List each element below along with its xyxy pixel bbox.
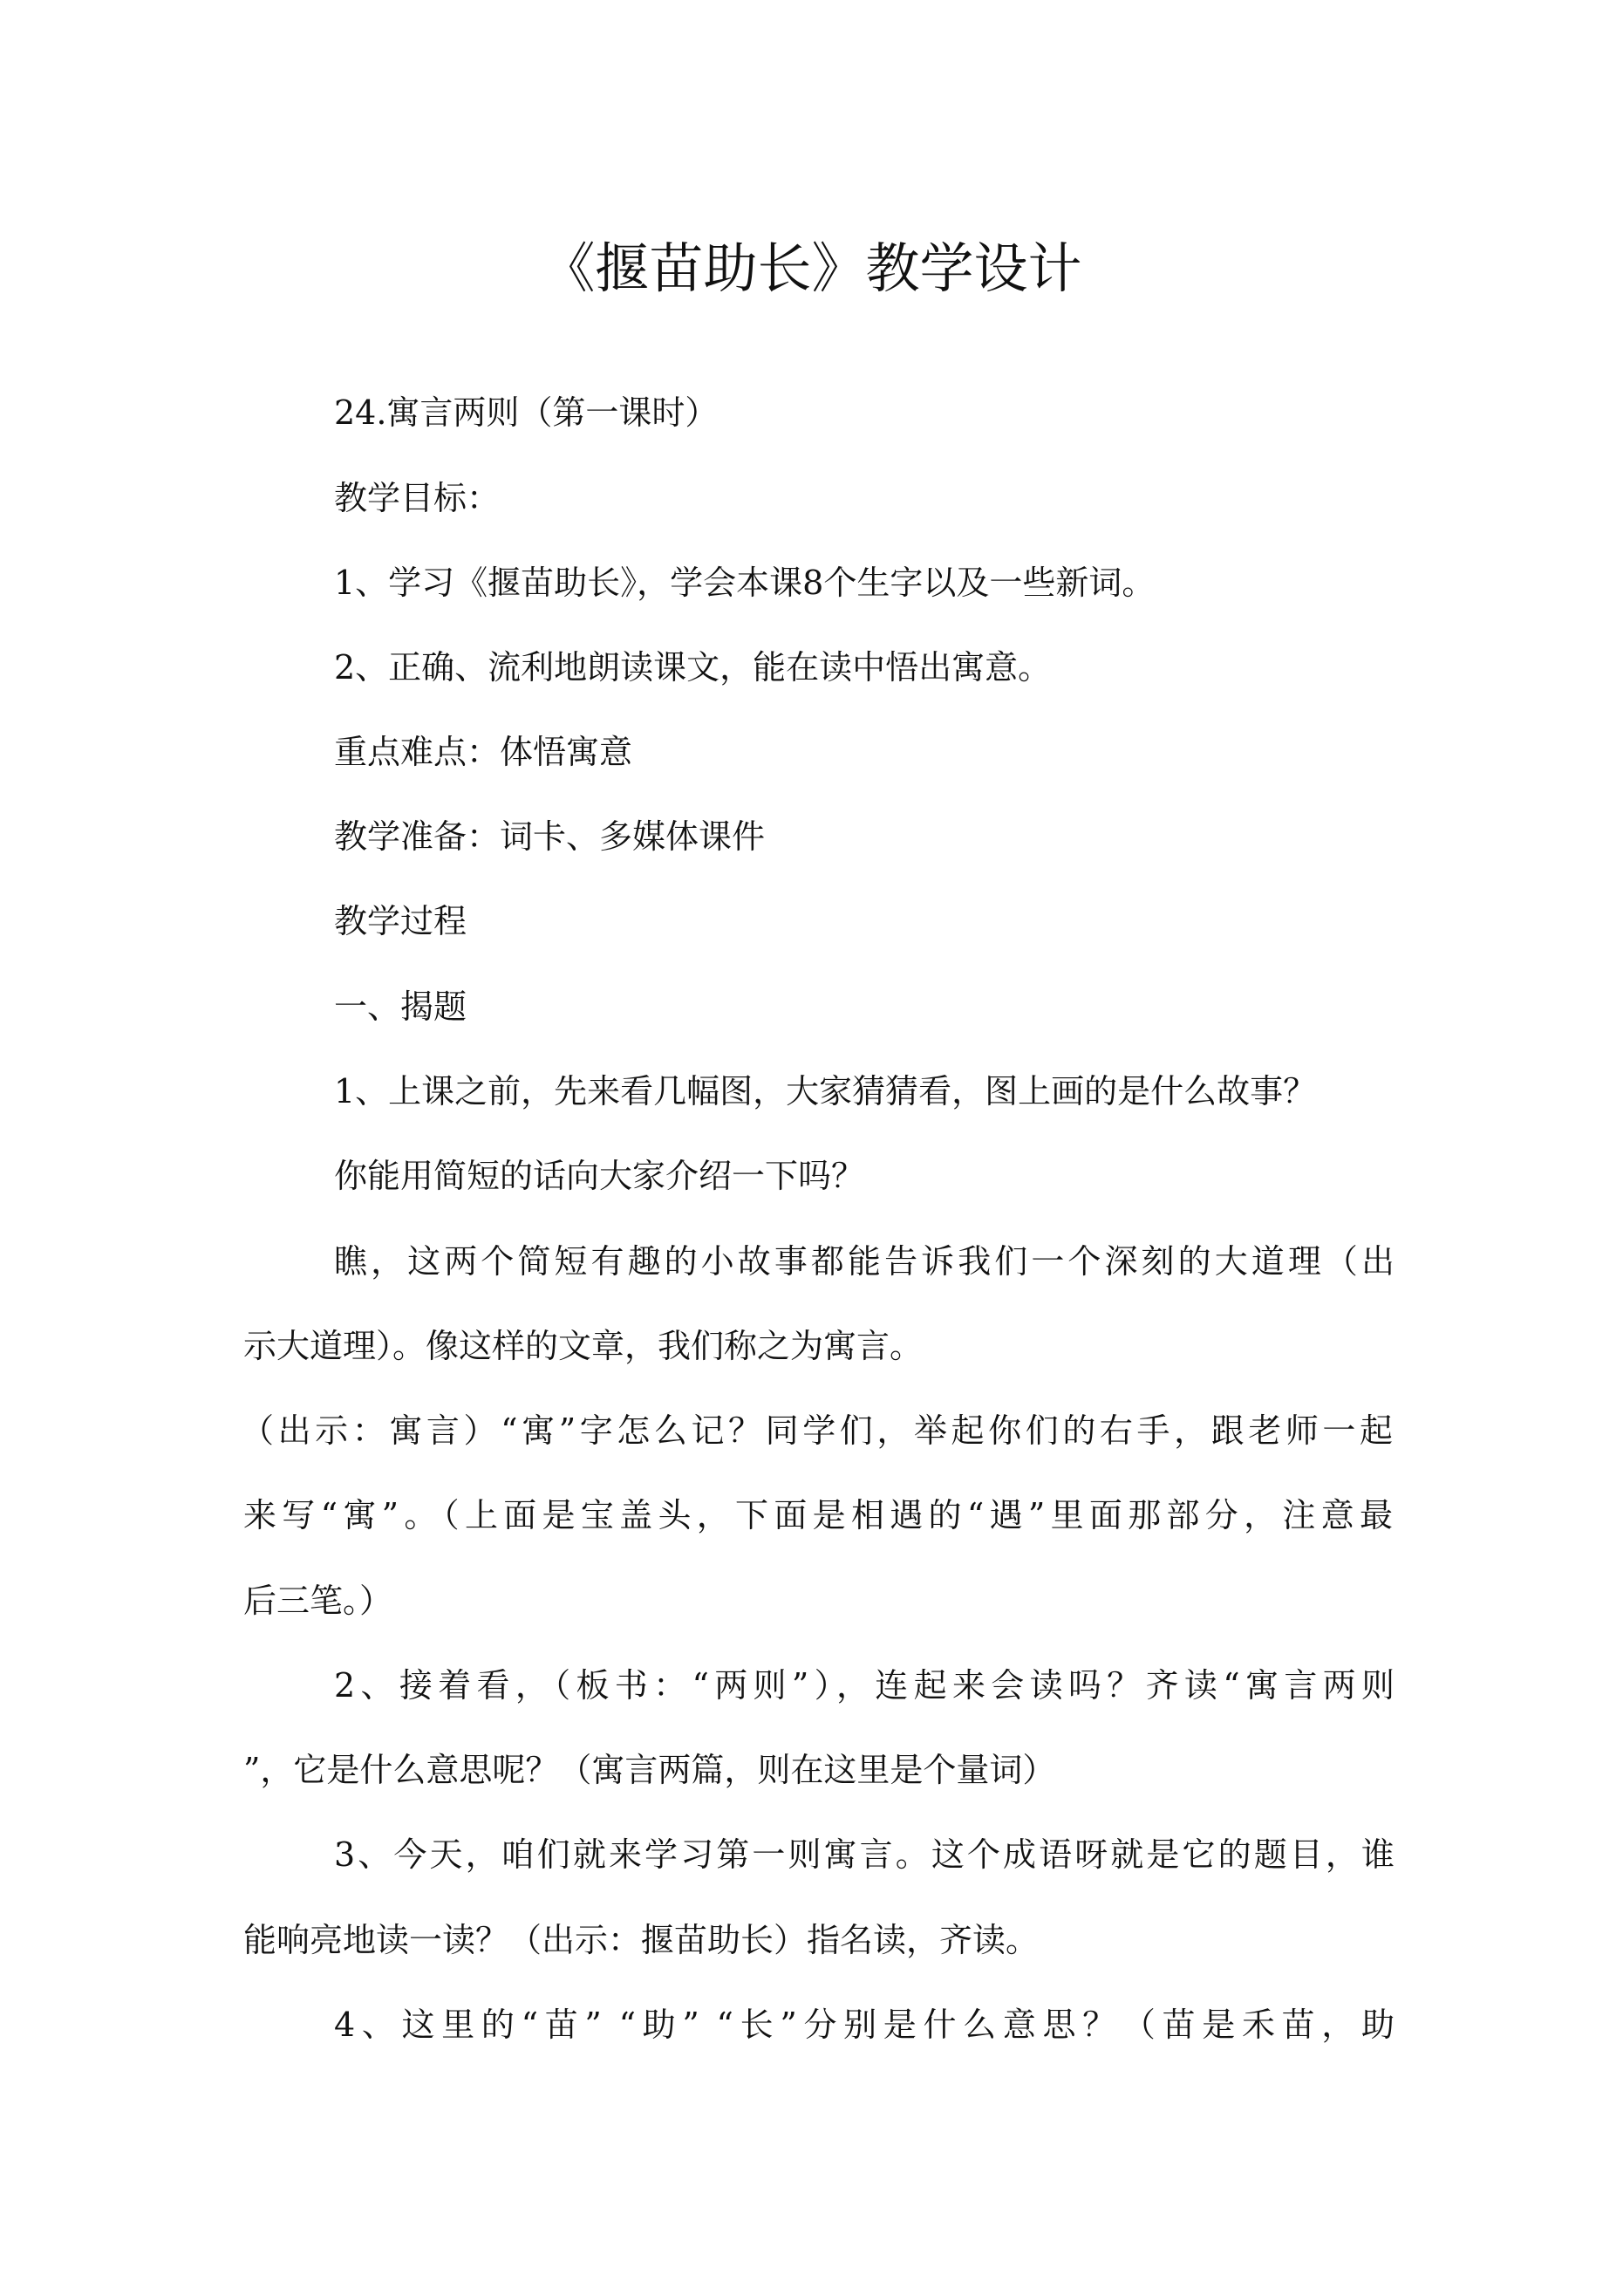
paragraph-line: 瞧，这两个简短有趣的小故事都能告诉我们一个深刻的大道理（出 xyxy=(334,1242,1395,1281)
objectives-heading: 教学目标： xyxy=(334,479,501,517)
teaching-process-heading: 教学过程 xyxy=(334,902,467,940)
paragraph-line: 2、接着看，（板书：“两则”），连起来会读吗？齐读“寓言两则 xyxy=(334,1666,1395,1705)
document-title: 《揠苗助长》教学设计 xyxy=(541,236,1082,300)
paragraph-line: 后三笔。） xyxy=(243,1582,393,1620)
paragraph-line: ”，它是什么意思呢？（寓言两篇，则在这里是个量词） xyxy=(243,1751,1056,1789)
paragraph-line: （出示：寓言）“寓”字怎么记？同学们，举起你们的右手，跟老师一起 xyxy=(241,1411,1393,1450)
section-heading: 一、揭题 xyxy=(334,987,467,1026)
paragraph-line: 能响亮地读一读？（出示：揠苗助长）指名读，齐读。 xyxy=(243,1921,1040,1959)
key-difficulty: 重点难点：体悟寓意 xyxy=(334,733,633,771)
objective-1: 1、学习《揠苗助长》，学会本课8个生字以及一些新词。 xyxy=(334,564,1156,602)
paragraph-line: 3、今天，咱们就来学习第一则寓言。这个成语呀就是它的题目，谁 xyxy=(334,1835,1395,1874)
paragraph-line: 你能用简短的话向大家介绍一下吗？ xyxy=(334,1157,865,1195)
lesson-heading: 24.寓言两则（第一课时） xyxy=(334,393,719,432)
paragraph-line: 4、这里的“苗” “助” “长”分别是什么意思？（苗是禾苗，助 xyxy=(334,2006,1395,2044)
paragraph-line: 1、上课之前，先来看几幅图，大家猜猜看，图上画的是什么故事？ xyxy=(334,1072,1317,1110)
objective-2: 2、正确、流利地朗读课文，能在读中悟出寓意。 xyxy=(334,648,1052,687)
paragraph-line: 来写“寓”。（上面是宝盖头，下面是相遇的“遇”里面那部分，注意最 xyxy=(243,1496,1393,1534)
paragraph-line: 示大道理）。像这样的文章，我们称之为寓言。 xyxy=(243,1327,924,1365)
teaching-preparation: 教学准备：词卡、多媒体课件 xyxy=(334,817,766,856)
